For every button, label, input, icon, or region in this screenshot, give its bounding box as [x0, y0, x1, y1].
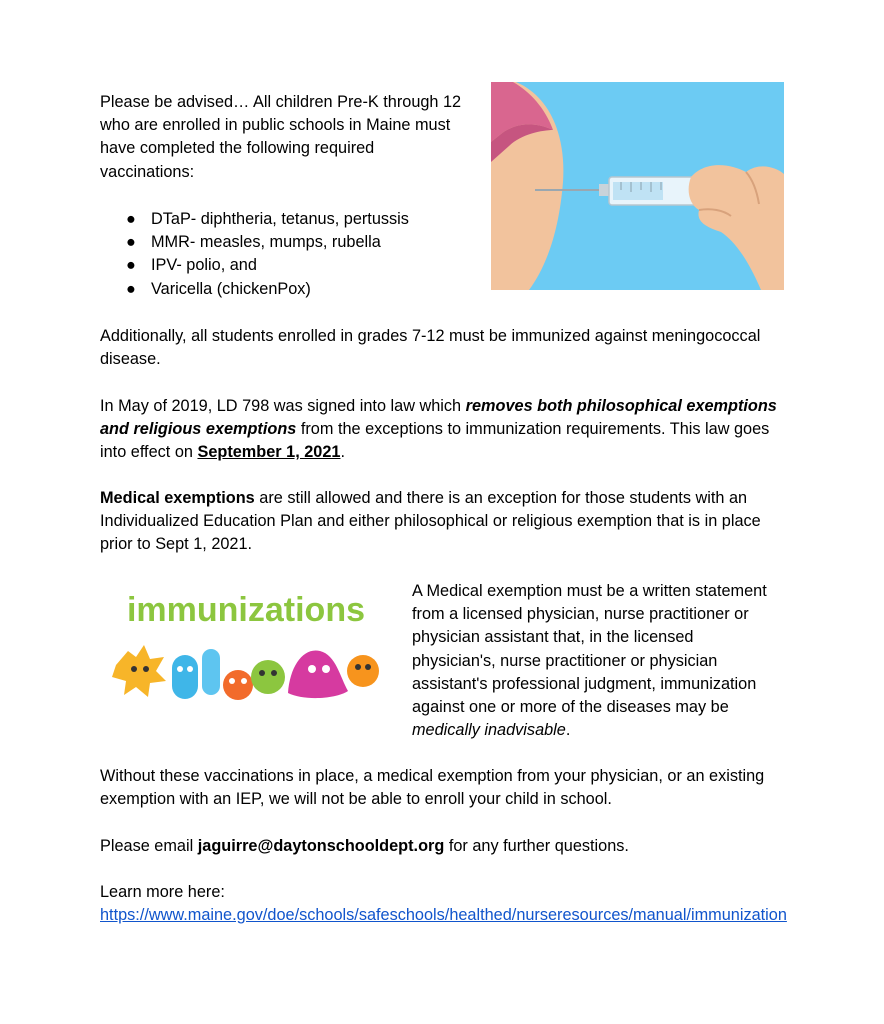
list-item: ● MMR- measles, mumps, rubella — [100, 231, 409, 254]
learn-more-label: Learn more here: — [100, 883, 225, 901]
effective-date: September 1, 2021 — [197, 443, 341, 462]
maine-doe-link[interactable]: https://www.maine.gov/doe/schools/safeschools/healthed/nurseresources/manual/immunization — [100, 906, 787, 924]
grades-7-12-paragraph: Additionally, all students enrolled in grades 7-12 must be immunized against meningococcal disease. — [100, 327, 761, 369]
bullet-icon: ● — [126, 233, 136, 252]
medical-exemption-definition: A Medical exemption must be a written statement from a licensed physician, nurse practitioner or physician assistant that, in the licensed physician's, nurse practitioner or physician assistant's professional judgment, immunization against one or more of the diseases may be medically inadvisable. — [412, 582, 767, 740]
contact-email[interactable]: jaguirre@daytonschooldept.org — [197, 837, 445, 855]
exemptions-removed-emphasis: removes both philosophical exemptions and religious exemptions — [100, 397, 777, 439]
vaccine-list — [100, 208, 409, 301]
bullet-icon: ● — [126, 279, 136, 298]
intro-paragraph: Please be advised… All children Pre-K through 12 who are enrolled in public schools in Maine must have completed the following required vaccinations: — [100, 93, 462, 181]
list-item: ● DTaP- diphtheria, tetanus, pertussis — [100, 208, 409, 231]
law-paragraph: In May of 2019, LD 798 was signed into law which removes both philosophical exemptions and religious exemptions from the exceptions to immunization requirements. This law goes into effect on September 1, 2021. — [100, 397, 777, 462]
medical-exemptions-paragraph: Medical exemptions are still allowed and there is an exception for those students with an Individualized Education Plan and either philosophical or religious exemption that is in place prior to Sept 1, 2021. — [100, 489, 761, 554]
list-item: ● Varicella (chickenPox) — [100, 278, 409, 301]
enrollment-warning-paragraph: Without these vaccinations in place, a medical exemption from your physician, or an existing exemption with an IEP, we will not be able to enroll your child in school. — [100, 767, 765, 809]
bullet-icon: ● — [126, 210, 136, 228]
immunizations-title: immunizations — [126, 591, 366, 629]
bullet-icon: ● — [126, 256, 136, 275]
immunizations-illustration — [108, 585, 384, 713]
syringe-illustration — [491, 82, 784, 290]
learn-more-link-paragraph — [100, 904, 790, 927]
contact-paragraph: Please email jaguirre@daytonschooldept.org for any further questions. — [100, 837, 629, 855]
list-item: ● IPV- polio, and — [100, 254, 409, 277]
